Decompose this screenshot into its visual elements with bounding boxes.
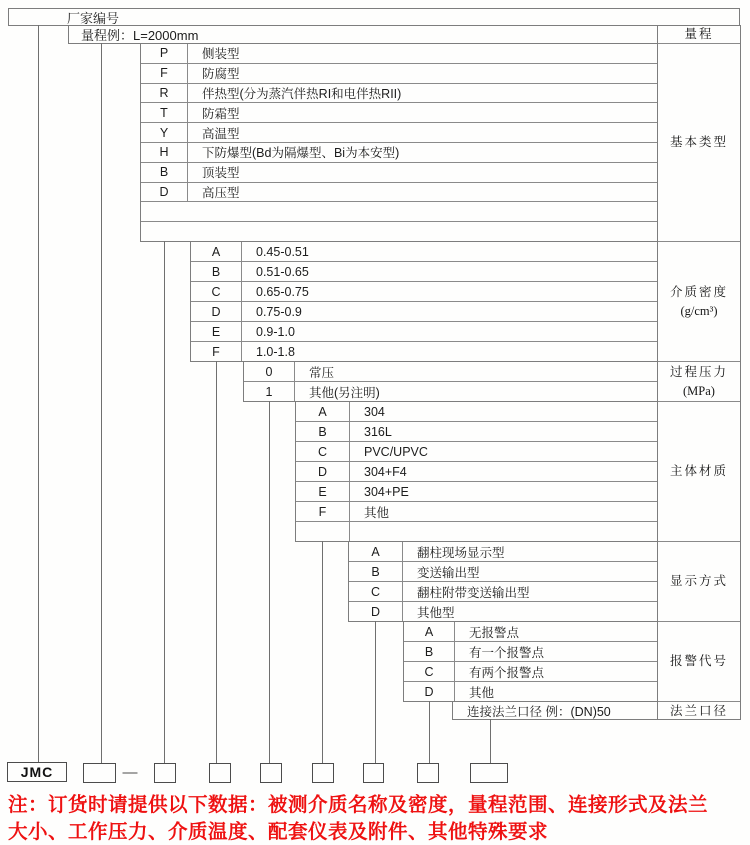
code-cell: A — [296, 402, 350, 421]
empty-row — [141, 222, 657, 241]
connector-line — [38, 25, 39, 763]
model-code-box-density — [209, 763, 231, 783]
code-cell: E — [296, 482, 350, 501]
connector-line — [322, 541, 323, 763]
table-row — [296, 502, 657, 522]
table-row — [296, 482, 657, 502]
desc-cell: 0.9-1.0 — [256, 324, 295, 339]
table-row — [191, 242, 657, 262]
table-row — [244, 382, 657, 401]
code-cell: C — [349, 582, 403, 601]
model-code-box-display — [363, 763, 384, 783]
code-cell: D — [191, 302, 242, 321]
density-table — [190, 241, 658, 362]
desc-cell: 其他型 — [417, 605, 455, 620]
model-code-box-basic — [154, 763, 176, 783]
code-cell: A — [404, 622, 455, 641]
model-separator-dash: — — [122, 763, 138, 781]
table-row — [191, 302, 657, 322]
code-cell: B — [404, 642, 455, 661]
table-row — [141, 143, 657, 163]
table-row — [404, 642, 657, 662]
order-note-line2: 大小、工作压力、介质温度、配套仪表及附件、其他特殊要求 — [8, 821, 549, 843]
model-code-box-material — [312, 763, 334, 783]
range-example-label: 量程例：L=2000mm — [81, 28, 199, 43]
table-row — [191, 282, 657, 302]
desc-cell: 无报警点 — [469, 625, 520, 640]
code-cell: D — [404, 682, 455, 701]
code-cell: P — [141, 44, 188, 63]
code-cell: B — [191, 262, 242, 281]
table-row — [141, 183, 657, 203]
table-row — [141, 123, 657, 143]
desc-cell: 其他(另注明) — [309, 385, 380, 400]
code-cell: E — [191, 322, 242, 341]
code-cell: B — [141, 163, 188, 182]
order-note — [8, 792, 745, 845]
table-row — [349, 602, 657, 621]
desc-cell: 翻柱附带变送输出型 — [417, 585, 530, 600]
desc-cell: 高温型 — [202, 126, 240, 141]
table-row — [296, 462, 657, 482]
connector-line — [216, 361, 217, 763]
desc-cell: 316L — [364, 424, 392, 439]
connector-line — [429, 701, 430, 763]
label-alarm: 报警代号 — [658, 622, 740, 702]
manufacturer-row — [8, 8, 740, 26]
desc-cell: 有一个报警点 — [469, 645, 545, 660]
desc-cell: 侧装型 — [202, 47, 240, 62]
code-cell: A — [349, 542, 403, 561]
code-cell: 0 — [244, 362, 295, 381]
table-row — [296, 422, 657, 442]
desc-cell: 0.45-0.51 — [256, 244, 309, 259]
material-table — [295, 401, 658, 542]
code-cell: T — [141, 103, 188, 122]
code-cell: C — [191, 282, 242, 301]
code-cell: 1 — [244, 382, 295, 401]
code-cell: D — [141, 183, 188, 202]
model-code-box-pressure — [260, 763, 282, 783]
desc-cell: 0.51-0.65 — [256, 264, 309, 279]
desc-cell: 防霜型 — [202, 106, 240, 121]
table-row — [296, 442, 657, 462]
code-cell: B — [296, 422, 350, 441]
table-row — [349, 582, 657, 602]
model-code-box-flange — [470, 763, 508, 783]
desc-cell: 伴热型(分为蒸汽伴热RI和电伴热RII) — [202, 86, 402, 101]
desc-cell: 高压型 — [202, 185, 240, 200]
code-cell: F — [191, 342, 242, 361]
label-flange: 法兰口径 — [669, 704, 728, 718]
table-row — [404, 622, 657, 642]
desc-cell: 304 — [364, 404, 385, 419]
desc-cell: 304+PE — [364, 484, 409, 499]
code-cell: F — [296, 502, 350, 521]
model-code-box-alarm — [417, 763, 439, 783]
label-density: 介质密度 (g/cm³) — [658, 242, 740, 362]
table-row — [404, 682, 657, 701]
empty-row — [296, 522, 657, 541]
empty-row — [141, 202, 657, 222]
desc-cell: 其他 — [364, 505, 390, 520]
desc-cell: 下防爆型(Bd为隔爆型、Bi为本安型) — [202, 146, 400, 161]
display-mode-table — [348, 541, 658, 622]
label-display: 显示方式 — [658, 542, 740, 622]
table-row — [141, 163, 657, 183]
order-note-line1: 注：订货时请提供以下数据：被测介质名称及密度，量程范围、连接形式及法兰 — [8, 794, 709, 816]
table-row — [141, 103, 657, 123]
table-row — [141, 84, 657, 104]
desc-cell: 1.0-1.8 — [256, 344, 295, 359]
alarm-table — [403, 621, 658, 702]
desc-cell: 0.75-0.9 — [256, 304, 302, 319]
table-row — [141, 44, 657, 64]
desc-cell: 其他 — [469, 685, 495, 700]
label-basic-type: 基本类型 — [658, 44, 740, 242]
code-cell: R — [141, 84, 188, 103]
label-range: 量程 — [658, 26, 740, 44]
code-cell: D — [296, 462, 350, 481]
desc-cell: 变送输出型 — [417, 565, 480, 580]
desc-cell: 有两个报警点 — [469, 665, 545, 680]
manufacturer-label: 厂家编号 — [67, 10, 120, 26]
desc-cell: 0.65-0.75 — [256, 284, 309, 299]
table-row — [191, 322, 657, 342]
table-row — [191, 342, 657, 361]
code-cell: D — [349, 602, 403, 621]
connector-line — [101, 43, 102, 763]
desc-cell: 防腐型 — [202, 67, 240, 82]
code-cell: C — [296, 442, 350, 461]
connector-line — [269, 401, 270, 763]
flange-text: 连接法兰口径 例：(DN)50 — [467, 704, 611, 719]
pressure-table — [243, 361, 658, 402]
basic-type-table — [140, 43, 658, 242]
label-material: 主体材质 — [658, 402, 740, 542]
connector-line — [164, 241, 165, 763]
category-label-column — [657, 25, 741, 720]
table-row — [244, 362, 657, 382]
code-cell: H — [141, 143, 188, 162]
table-row — [404, 662, 657, 682]
model-code-box-range — [83, 763, 116, 783]
code-cell: B — [349, 562, 403, 581]
table-row — [296, 402, 657, 422]
model-prefix-box: JMC — [7, 762, 67, 782]
code-cell: F — [141, 64, 188, 83]
desc-cell: 翻柱现场显示型 — [417, 545, 505, 560]
desc-cell: 常压 — [309, 365, 335, 380]
desc-cell: PVC/UPVC — [364, 444, 428, 459]
range-row — [68, 25, 658, 44]
flange-row — [452, 701, 658, 720]
code-cell: Y — [141, 123, 188, 142]
desc-cell: 304+F4 — [364, 464, 407, 479]
code-cell: A — [191, 242, 242, 261]
table-row — [191, 262, 657, 282]
table-row — [141, 64, 657, 84]
label-pressure: 过程压力 (MPa) — [658, 362, 740, 402]
desc-cell: 顶装型 — [202, 166, 240, 181]
connector-line — [490, 719, 491, 763]
table-row — [349, 542, 657, 562]
code-cell: C — [404, 662, 455, 681]
connector-line — [375, 621, 376, 763]
table-row — [349, 562, 657, 582]
